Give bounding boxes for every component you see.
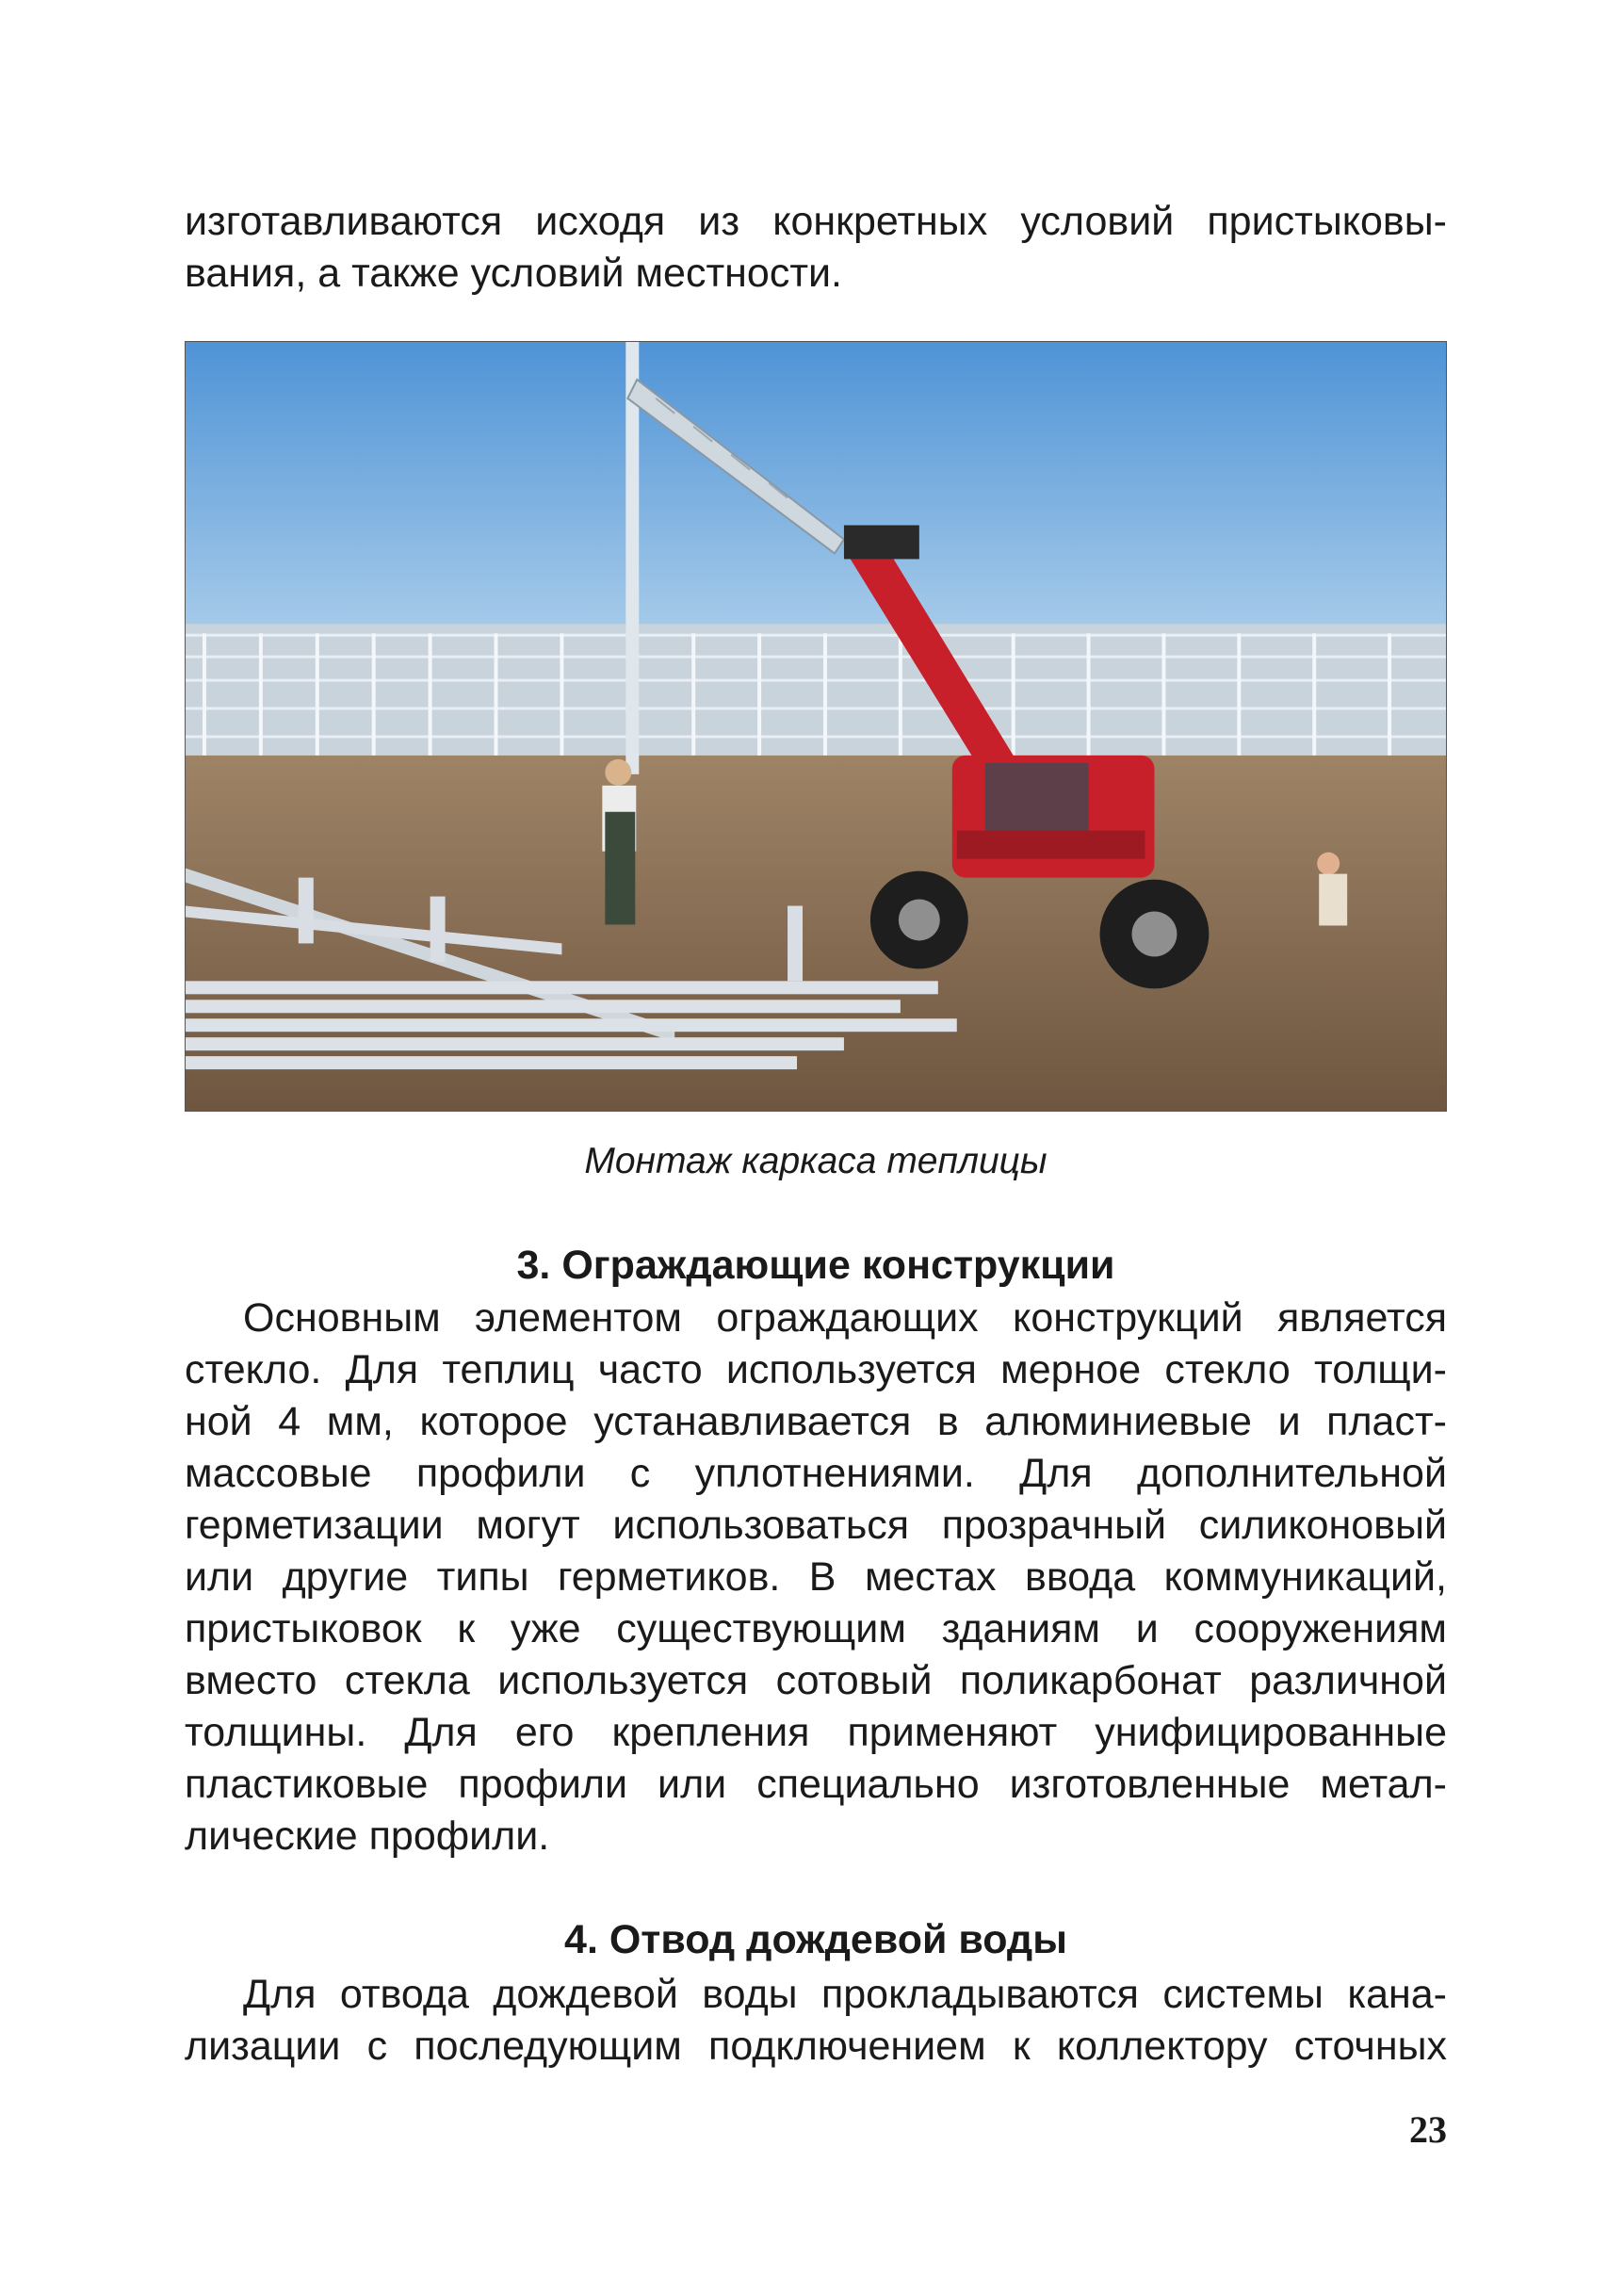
- paragraph-line: или другие типы герметиков. В местах ввода коммуникаций,: [185, 1554, 1447, 1600]
- paragraph-line: стекло. Для теплиц часто используется мерное стекло толщи-: [185, 1347, 1447, 1392]
- intro-paragraph: [185, 196, 1447, 300]
- paragraph-line: вания, а также условий местности.: [185, 251, 842, 296]
- paragraph-line: Основным элементом ограждающих конструкций является: [243, 1295, 1447, 1341]
- paragraph-line: толщины. Для его крепления применяют унифицированные: [185, 1710, 1447, 1755]
- paragraph-line: изготавливаются исходя из конкретных условий пристыковы-: [185, 199, 1447, 244]
- section-heading: 3. Ограждающие конструкции: [516, 1243, 1115, 1288]
- section-body: [185, 1293, 1447, 1862]
- paragraph-line: ной 4 мм, которое устанавливается в алюминиевые и пласт-: [185, 1399, 1447, 1444]
- paragraph-line: вместо стекла используется сотовый поликарбонат различной: [185, 1658, 1447, 1703]
- page-number: 23: [1409, 2108, 1447, 2151]
- paragraph-line: Для отвода дождевой воды прокладываются системы кана-: [243, 1972, 1447, 2017]
- paragraph-line: герметизации могут использоваться прозрачный силиконовый: [185, 1503, 1447, 1548]
- paragraph-line: пластиковые профили или специально изготовленные метал-: [185, 1762, 1447, 1807]
- section-heading: 4. Отвод дождевой воды: [564, 1917, 1067, 1962]
- figure-caption: Монтаж каркаса теплицы: [584, 1141, 1047, 1181]
- section-body: [185, 1969, 1447, 2073]
- paragraph-line: лические профили.: [185, 1813, 550, 1859]
- paragraph-line: лизации с последующим подключением к коллектору сточных: [185, 2024, 1447, 2069]
- paragraph-line: массовые профили с уплотнениями. Для дополнительной: [185, 1451, 1447, 1496]
- greenhouse-frame-photo: [185, 341, 1447, 1112]
- paragraph-line: пристыковок к уже существующим зданиям и сооружениям: [185, 1606, 1447, 1651]
